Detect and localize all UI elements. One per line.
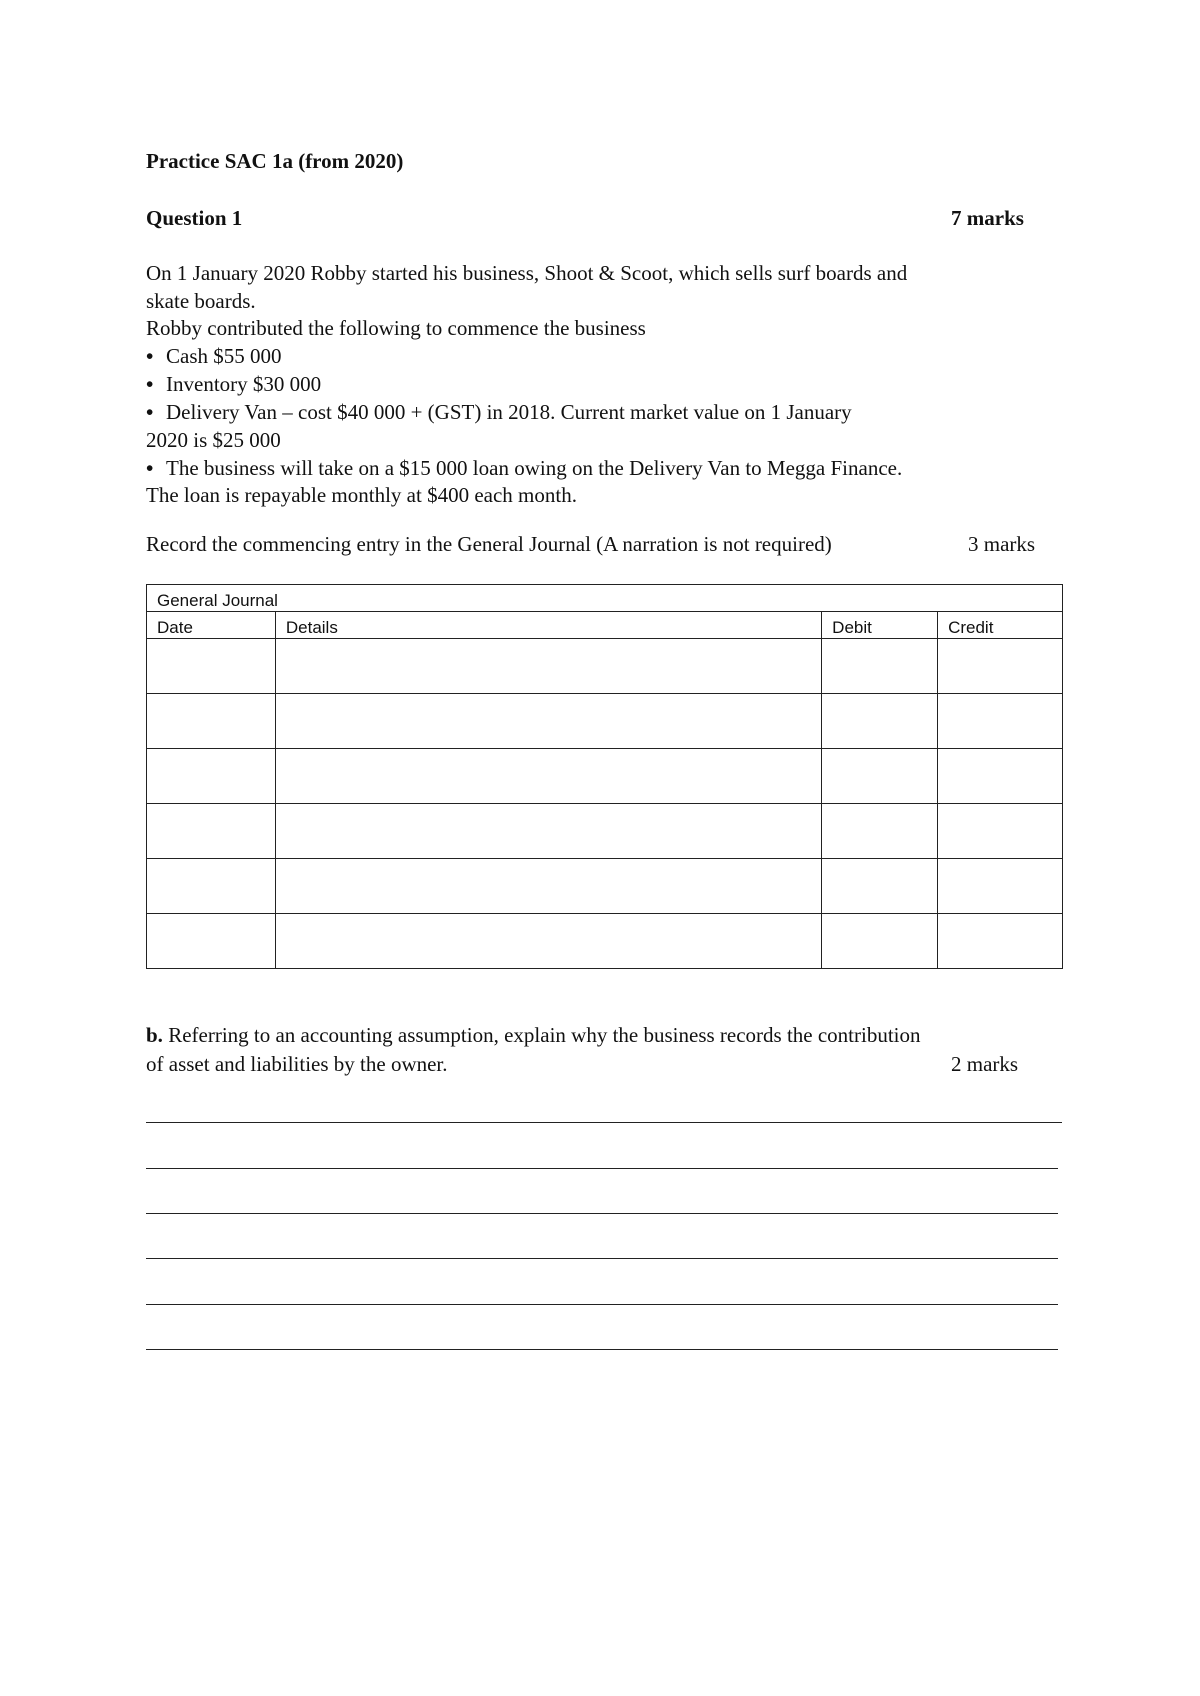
column-header-debit: Debit (822, 612, 938, 639)
part-b-label: b. (146, 1023, 163, 1047)
date-cell[interactable] (147, 749, 276, 804)
journal-row (147, 694, 1063, 749)
page-title: Practice SAC 1a (from 2020) (146, 149, 404, 173)
general-journal-table (146, 584, 1063, 969)
details-cell[interactable] (275, 639, 821, 694)
details-cell[interactable] (275, 914, 821, 969)
intro-line: skate boards. (146, 289, 256, 313)
part-a-instruction: Record the commencing entry in the General Journal (A narration is not required) (146, 532, 832, 556)
part-b-text: Referring to an accounting assumption, explain why the business records the contribution (162, 1023, 921, 1047)
journal-row (147, 859, 1063, 914)
intro-line: On 1 January 2020 Robby started his business, Shoot & Scoot, which sells surf boards and (146, 261, 908, 285)
journal-row (147, 804, 1063, 859)
debit-cell[interactable] (822, 639, 938, 694)
bullet-continuation: 2020 is $25 000 (146, 428, 281, 452)
bullet-continuation: The loan is repayable monthly at $400 each month. (146, 483, 577, 507)
bullet-item: • Cash $55 000 (146, 342, 282, 370)
part-b-question-cont: of asset and liabilities by the owner. (146, 1052, 448, 1076)
journal-title: General Journal (147, 585, 1063, 612)
debit-cell[interactable] (822, 749, 938, 804)
credit-cell[interactable] (938, 804, 1063, 859)
journal-row (147, 639, 1063, 694)
date-cell[interactable] (147, 914, 276, 969)
date-cell[interactable] (147, 804, 276, 859)
question-label: Question 1 (146, 206, 243, 230)
credit-cell[interactable] (938, 694, 1063, 749)
debit-cell[interactable] (822, 804, 938, 859)
credit-cell[interactable] (938, 639, 1063, 694)
date-cell[interactable] (147, 694, 276, 749)
credit-cell[interactable] (938, 859, 1063, 914)
answer-line[interactable] (146, 1349, 1058, 1350)
details-cell[interactable] (275, 804, 821, 859)
date-cell[interactable] (147, 859, 276, 914)
answer-line[interactable] (146, 1122, 1062, 1123)
intro-line: Robby contributed the following to commence the business (146, 316, 646, 340)
bullet-item: • Delivery Van – cost $40 000 + (GST) in 2018. Current market value on 1 January (146, 398, 852, 426)
credit-cell[interactable] (938, 749, 1063, 804)
debit-cell[interactable] (822, 914, 938, 969)
bullet-item: • The business will take on a $15 000 loan owing on the Delivery Van to Megga Finance. (146, 454, 902, 482)
answer-line[interactable] (146, 1304, 1058, 1305)
debit-cell[interactable] (822, 694, 938, 749)
column-header-date: Date (147, 612, 276, 639)
part-b-question (146, 1021, 921, 1049)
debit-cell[interactable] (822, 859, 938, 914)
details-cell[interactable] (275, 694, 821, 749)
journal-row (147, 749, 1063, 804)
column-header-details: Details (275, 612, 821, 639)
bullet-item: • Inventory $30 000 (146, 370, 321, 398)
journal-row (147, 914, 1063, 969)
details-cell[interactable] (275, 859, 821, 914)
question-marks: 7 marks (951, 206, 1024, 230)
answer-line[interactable] (146, 1168, 1058, 1169)
answer-line[interactable] (146, 1258, 1058, 1259)
answer-line[interactable] (146, 1213, 1058, 1214)
part-a-marks: 3 marks (968, 532, 1036, 556)
part-b-marks: 2 marks (951, 1052, 1019, 1076)
details-cell[interactable] (275, 749, 821, 804)
credit-cell[interactable] (938, 914, 1063, 969)
column-header-credit: Credit (938, 612, 1063, 639)
date-cell[interactable] (147, 639, 276, 694)
